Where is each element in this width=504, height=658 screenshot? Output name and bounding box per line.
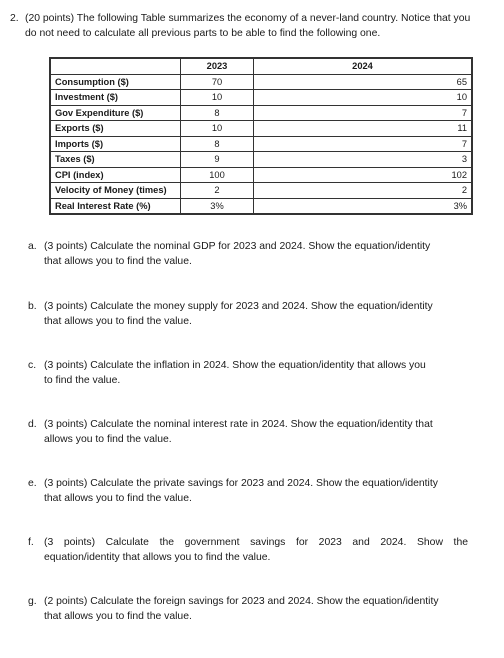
row-label: Imports ($) — [51, 136, 181, 152]
value-2024: 3 — [254, 152, 472, 168]
value-2024: 2 — [254, 183, 472, 199]
part-letter: c. — [28, 360, 37, 371]
part-text-line2: that allows you to find the value. — [44, 315, 192, 327]
table-row — [51, 121, 472, 137]
table-row — [51, 167, 472, 183]
part-letter: f. — [28, 537, 34, 548]
row-label: Real Interest Rate (%) — [51, 198, 181, 214]
part-text-line2: that allows you to find the value. — [44, 610, 192, 622]
table-row — [51, 105, 472, 121]
row-label: Gov Expenditure ($) — [51, 105, 181, 121]
value-2024: 3% — [254, 198, 472, 214]
part-text-line1: (3 points) Calculate the nominal interest rate in 2024. Show the equation/identity that — [44, 419, 433, 430]
row-label: Velocity of Money (times) — [51, 183, 181, 199]
part-text-line2: to find the value. — [44, 374, 121, 386]
part-letter: d. — [28, 419, 37, 430]
part-d — [28, 418, 468, 447]
question-number: 2. — [10, 13, 19, 24]
table-row — [51, 183, 472, 199]
part-text-line1: (3 points) Calculate the nominal GDP for 2023 and 2024. Show the equation/identity — [44, 241, 431, 252]
part-text-line1: (3 points) Calculate the inflation in 2024. Show the equation/identity that allows you — [44, 360, 426, 371]
table-row — [51, 152, 472, 168]
table-row — [51, 198, 472, 214]
table-row — [51, 74, 472, 90]
part-letter: g. — [28, 596, 37, 607]
value-2024: 7 — [254, 105, 472, 121]
value-2024: 10 — [254, 90, 472, 106]
part-f — [28, 536, 468, 565]
value-2023: 9 — [181, 152, 254, 168]
part-text-line2: equation/identity that allows you to find the value. — [44, 551, 271, 563]
value-2023: 8 — [181, 136, 254, 152]
part-text-line2: allows you to find the value. — [44, 433, 172, 445]
value-2024: 7 — [254, 136, 472, 152]
table-row — [51, 90, 472, 106]
row-label: Consumption ($) — [51, 74, 181, 90]
part-letter: e. — [28, 478, 37, 489]
part-letter: b. — [28, 301, 37, 312]
value-2023: 3% — [181, 198, 254, 214]
value-2023: 100 — [181, 167, 254, 183]
value-2023: 2 — [181, 183, 254, 199]
question-text: (20 points) The following Table summarizes the economy of a never-land country. Notice that you do not need to calculate all previous parts to be able to find the following one. — [25, 13, 471, 39]
table-header-2024: 2024 — [254, 59, 472, 75]
value-2024: 102 — [254, 167, 472, 183]
part-text-line2: that allows you to find the value. — [44, 255, 192, 267]
part-text-line1: (3 points) Calculate the private savings for 2023 and 2024. Show the equation/identity — [44, 478, 438, 489]
table-header-row — [51, 59, 472, 75]
row-label: CPI (index) — [51, 167, 181, 183]
part-b — [28, 300, 468, 329]
value-2024: 11 — [254, 121, 472, 137]
part-letter: a. — [28, 241, 37, 252]
part-text-line2: that allows you to find the value. — [44, 492, 192, 504]
table-row — [51, 136, 472, 152]
part-text-line1: (3 points) Calculate the government savings for 2023 and 2024. Show the — [44, 537, 468, 548]
value-2024: 65 — [254, 74, 472, 90]
row-label: Investment ($) — [51, 90, 181, 106]
row-label: Taxes ($) — [51, 152, 181, 168]
part-g — [28, 595, 468, 624]
value-2023: 10 — [181, 90, 254, 106]
economy-table — [50, 58, 472, 214]
part-text-line1: (2 points) Calculate the foreign savings for 2023 and 2024. Show the equation/identity — [44, 596, 439, 607]
part-text-line1: (3 points) Calculate the money supply for 2023 and 2024. Show the equation/identity — [44, 301, 433, 312]
part-a — [28, 240, 468, 269]
question-header — [10, 12, 480, 41]
value-2023: 10 — [181, 121, 254, 137]
value-2023: 8 — [181, 105, 254, 121]
table-header-2023: 2023 — [181, 59, 254, 75]
row-label: Exports ($) — [51, 121, 181, 137]
table-header-blank — [51, 59, 181, 75]
value-2023: 70 — [181, 74, 254, 90]
part-e — [28, 477, 468, 506]
part-c — [28, 359, 468, 388]
